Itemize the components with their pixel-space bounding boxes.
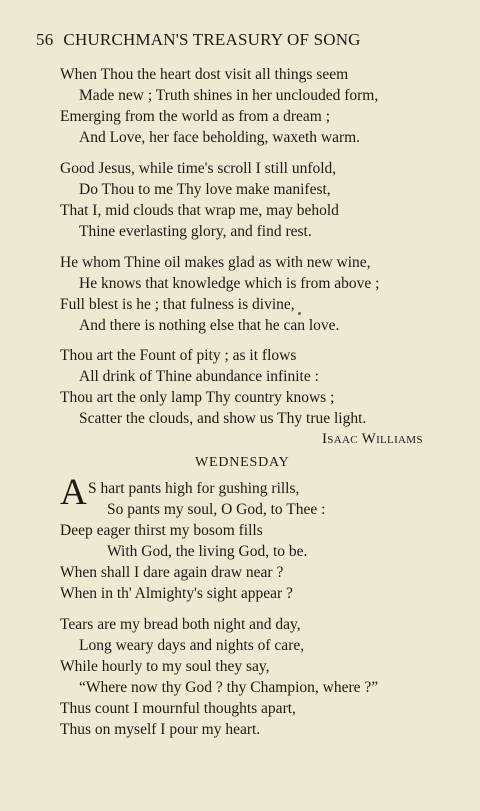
- poem-line: With God, the living God, to be.: [107, 543, 308, 560]
- page-number: 56: [36, 30, 54, 49]
- ink-speck: [298, 312, 301, 315]
- poem-line: Good Jesus, while time's scroll I still unfold,: [60, 160, 337, 177]
- poem-line: He whom Thine oil makes glad as with new wine,: [60, 254, 371, 271]
- poem-line: Thou art the only lamp Thy country knows ;: [60, 389, 335, 406]
- poem-line: Thus on myself I pour my heart.: [60, 721, 261, 738]
- poem-line: Thou art the Fount of pity ; as it flows: [60, 347, 297, 364]
- poem-line: And there is nothing else that he can love.: [79, 317, 340, 334]
- poem-line: Emerging from the world as from a dream ;: [60, 108, 331, 125]
- poem-line: When Thou the heart dost visit all things seem: [60, 66, 349, 83]
- poem-line: He knows that knowledge which is from above ;: [79, 275, 380, 292]
- running-title: CHURCHMAN'S TREASURY OF SONG: [63, 30, 361, 49]
- poem-line: While hourly to my soul they say,: [60, 658, 270, 675]
- poem-line: Made new ; Truth shines in her unclouded form,: [79, 87, 379, 104]
- poem-title: WEDNESDAY: [195, 455, 290, 470]
- poem-line: So pants my soul, O God, to Thee :: [107, 501, 326, 518]
- poem-line: Thus count I mournful thoughts apart,: [60, 700, 296, 717]
- poem-line: Long weary days and nights of care,: [79, 637, 305, 654]
- drop-cap: A: [60, 472, 87, 513]
- poem-line: That I, mid clouds that wrap me, may behold: [60, 202, 339, 219]
- poem-line: And Love, her face beholding, waxeth warm.: [79, 129, 361, 146]
- poem-line: When in th' Almighty's sight appear ?: [60, 585, 293, 602]
- poem-line: When shall I dare again draw near ?: [60, 564, 284, 581]
- poem-author: Isaac Williams: [322, 431, 423, 447]
- poem-line: Scatter the clouds, and show us Thy true light.: [79, 410, 367, 427]
- poem-line: S hart pants high for gushing rills,: [88, 480, 300, 497]
- poem-line: “Where now thy God ? thy Champion, where ?”: [79, 679, 379, 696]
- poem-line: Full blest is he ; that fulness is divine,: [60, 296, 295, 313]
- running-header: [36, 30, 436, 50]
- poem-line: Deep eager thirst my bosom fills: [60, 522, 263, 539]
- poem-line: Do Thou to me Thy love make manifest,: [79, 181, 331, 198]
- poem-line: Thine everlasting glory, and find rest.: [79, 223, 312, 240]
- poem-line: Tears are my bread both night and day,: [60, 616, 301, 633]
- poem-line: All drink of Thine abundance infinite :: [79, 368, 319, 385]
